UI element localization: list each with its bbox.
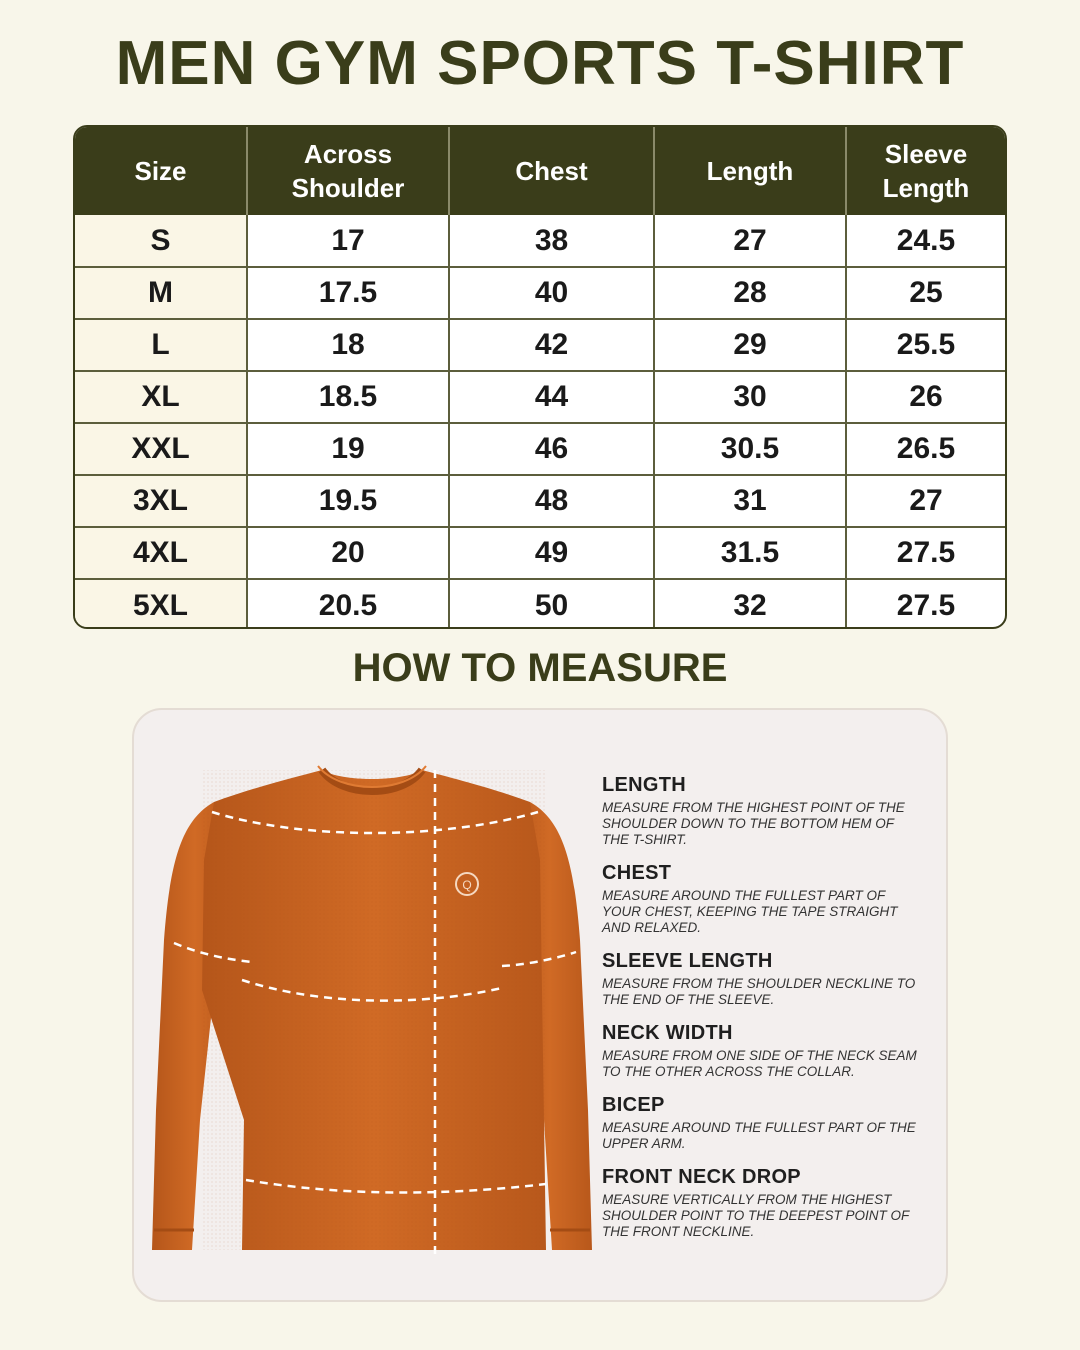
measure-guide-list bbox=[602, 774, 932, 1254]
column-header: Length bbox=[654, 127, 846, 215]
measurement-cell: 19 bbox=[247, 423, 449, 475]
measurement-cell: 17.5 bbox=[247, 267, 449, 319]
measurement-cell: 26.5 bbox=[846, 423, 1005, 475]
guide-description: MEASURE AROUND THE FULLEST PART OF THE UPPER ARM. bbox=[602, 1120, 916, 1151]
table-row bbox=[75, 267, 1005, 319]
table-header-row bbox=[75, 127, 1005, 215]
size-table bbox=[75, 127, 1005, 629]
measure-guide-item bbox=[602, 1166, 932, 1240]
size-cell: S bbox=[75, 215, 247, 267]
size-cell: 3XL bbox=[75, 475, 247, 527]
size-chart-table bbox=[73, 125, 1007, 629]
measurement-cell: 26 bbox=[846, 371, 1005, 423]
svg-text:Q: Q bbox=[462, 878, 472, 892]
size-cell: L bbox=[75, 319, 247, 371]
size-cell: 5XL bbox=[75, 579, 247, 629]
measurement-cell: 31 bbox=[654, 475, 846, 527]
guide-label: BICEP bbox=[602, 1094, 665, 1116]
measurement-cell: 24.5 bbox=[896, 223, 956, 257]
measurement-cell: 29 bbox=[654, 319, 846, 371]
measurement-cell: 27 bbox=[846, 475, 1005, 527]
measure-guide-item bbox=[602, 1094, 932, 1152]
table-row bbox=[75, 423, 1005, 475]
measurement-cell: 27.5 bbox=[846, 527, 1005, 579]
guide-label: LENGTH bbox=[602, 774, 687, 796]
how-to-measure-heading: HOW TO MEASURE bbox=[352, 646, 728, 690]
measurement-cell: 40 bbox=[449, 267, 654, 319]
measurement-cell: 30.5 bbox=[654, 423, 846, 475]
measurement-cell: 25.5 bbox=[846, 319, 1005, 371]
measurement-cell: 27.5 bbox=[846, 579, 1005, 629]
table-row bbox=[75, 527, 1005, 579]
size-cell: XXL bbox=[75, 423, 247, 475]
measure-guide-item bbox=[602, 1022, 932, 1080]
measurement-cell: 42 bbox=[449, 319, 654, 371]
measure-guide-item bbox=[602, 774, 932, 848]
column-header: Across Shoulder bbox=[247, 127, 449, 215]
guide-description: MEASURE AROUND THE FULLEST PART OF YOUR CHEST, KEEPING THE TAPE STRAIGHT AND RELAXED. bbox=[602, 888, 898, 935]
table-row bbox=[75, 319, 1005, 371]
measurement-cell: 27 bbox=[654, 215, 846, 267]
measurement-cell: 25 bbox=[846, 267, 1005, 319]
column-header: Size bbox=[75, 127, 247, 215]
measure-guide-item bbox=[602, 862, 932, 936]
guide-description: MEASURE FROM THE HIGHEST POINT OF THE SHOULDER DOWN TO THE BOTTOM HEM OF THE T-SHIRT. bbox=[602, 800, 905, 847]
guide-label: SLEEVE LENGTH bbox=[602, 950, 773, 972]
size-cell: M bbox=[75, 267, 247, 319]
measurement-cell: 19.5 bbox=[247, 475, 449, 527]
measurement-cell: 31.5 bbox=[654, 527, 846, 579]
measurement-cell: 44 bbox=[449, 371, 654, 423]
measurement-cell: 50 bbox=[449, 579, 654, 629]
measurement-cell: 20 bbox=[247, 527, 449, 579]
measurement-cell: 30 bbox=[654, 371, 846, 423]
table-row bbox=[75, 371, 1005, 423]
size-cell: 4XL bbox=[75, 527, 247, 579]
measurement-cell: 49 bbox=[449, 527, 654, 579]
measurement-cell: 18.5 bbox=[247, 371, 449, 423]
guide-label: FRONT NECK DROP bbox=[602, 1166, 801, 1188]
measurement-cell: 20.5 bbox=[247, 579, 449, 629]
guide-description: MEASURE FROM THE SHOULDER NECKLINE TO THE END OF THE SLEEVE. bbox=[602, 976, 916, 1007]
measurement-cell: 38 bbox=[449, 215, 654, 267]
measurement-cell: 28 bbox=[654, 267, 846, 319]
measurement-cell: 18 bbox=[247, 319, 449, 371]
measure-guide-item bbox=[602, 950, 932, 1008]
size-cell: XL bbox=[75, 371, 247, 423]
guide-description: MEASURE FROM ONE SIDE OF THE NECK SEAM TO THE OTHER ACROSS THE COLLAR. bbox=[602, 1048, 917, 1079]
column-header: Sleeve Length bbox=[846, 127, 1005, 215]
page-title: MEN GYM SPORTS T-SHIRT bbox=[115, 29, 965, 98]
column-header: Chest bbox=[449, 127, 654, 215]
table-row bbox=[75, 579, 1005, 629]
measure-panel bbox=[132, 708, 948, 1302]
measurement-cell: 46 bbox=[449, 423, 654, 475]
guide-label: NECK WIDTH bbox=[602, 1022, 733, 1044]
guide-description: MEASURE VERTICALLY FROM THE HIGHEST SHOULDER POINT TO THE DEEPEST POINT OF THE FRONT NECKLINE. bbox=[602, 1192, 910, 1239]
measurement-cell: 48 bbox=[449, 475, 654, 527]
shirt-illustration-icon bbox=[142, 740, 602, 1270]
table-body bbox=[75, 215, 1005, 629]
measurement-cell: 17 bbox=[247, 215, 449, 267]
table-row bbox=[75, 475, 1005, 527]
measurement-cell: 32 bbox=[654, 579, 846, 629]
guide-label: CHEST bbox=[602, 862, 672, 884]
table-row bbox=[75, 215, 1005, 267]
